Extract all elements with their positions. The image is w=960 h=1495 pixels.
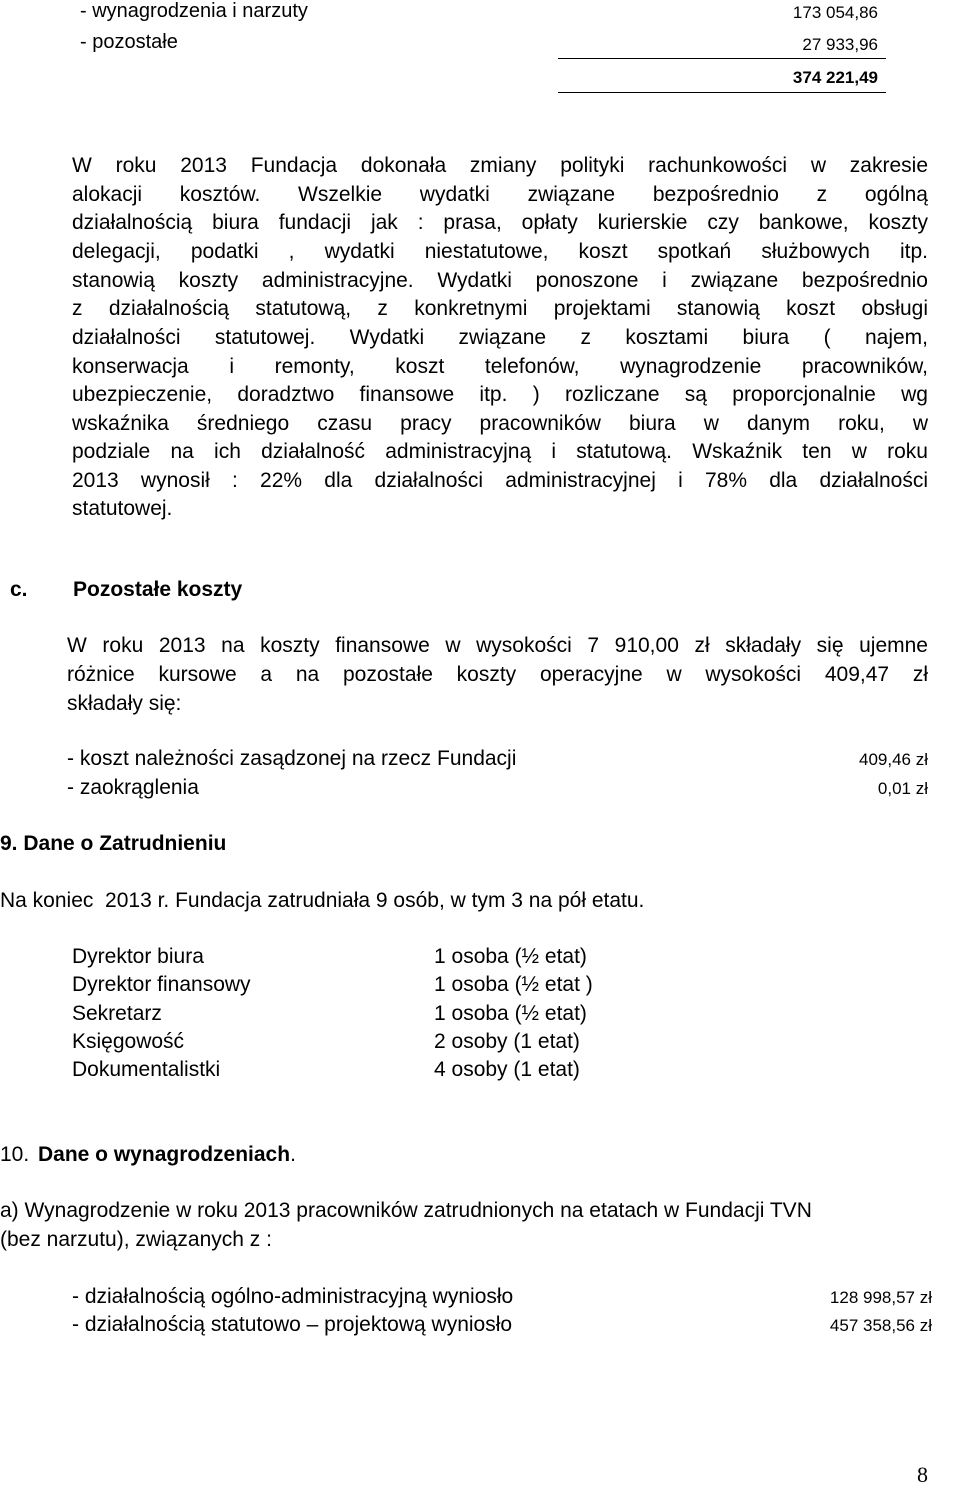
section-10-heading [38, 1140, 296, 1169]
staff-count-5: 4 osoby (1 etat) [434, 1058, 580, 1081]
policy-line-10: wskaźnika średniego czasu pracy pracowników biura w danym roku, w [72, 412, 928, 435]
section-c-line-2: różnice kursowe a na pozostałe koszty operacyjne w wysokości 409,47 zł [67, 663, 928, 686]
cost-item-label-2: - zaokrąglenia [67, 776, 199, 799]
policy-line-2: alokacji kosztów. Wszelkie wydatki związane bezpośrednio z ogólną [72, 183, 928, 206]
cost-item-value-1: 409,46 zł [859, 750, 928, 769]
summary-total: 374 221,49 [792, 68, 878, 87]
summary-rule-1 [558, 58, 886, 59]
employment-intro: Na koniec 2013 r. Fundacja zatrudniała 9 osób, w tym 3 na pół etatu. [0, 889, 645, 912]
policy-line-9: ubezpieczenie, doradztwo finansowe itp. ) rozliczane są proporcjonalnie wg [72, 383, 928, 406]
staff-count-1: 1 osoba (½ etat) [434, 945, 587, 968]
salary-item-label-2: - działalnością statutowo – projektową wyniosło [72, 1313, 513, 1336]
page-number: 8 [917, 1462, 928, 1487]
section-c-line-1: W roku 2013 na koszty finansowe w wysokości 7 910,00 zł składały się ujemne [67, 634, 928, 657]
staff-count-2: 1 osoba (½ etat ) [434, 973, 593, 996]
policy-line-7: działalności statutowej. Wydatki związane z kosztami biura ( najem, [72, 326, 928, 349]
summary-label-1: - wynagrodzenia i narzuty [80, 0, 308, 22]
policy-line-13: statutowej. [72, 497, 173, 520]
summary-rule-2 [558, 92, 886, 93]
salary-item-label-1: - działalnością ogólno-administracyjną wyniosło [72, 1285, 514, 1308]
policy-line-1: W roku 2013 Fundacja dokonała zmiany polityki rachunkowości w zakresie [72, 154, 928, 177]
staff-role-2: Dyrektor finansowy [72, 973, 251, 996]
section-10-title: Dane o wynagrodzeniach [38, 1143, 291, 1166]
salary-item-value-1: 128 998,57 zł [829, 1288, 932, 1307]
policy-line-12: 2013 wynosił : 22% dla działalności administracyjnej i 78% dla działalności [72, 469, 928, 492]
policy-line-5: stanowią koszty administracyjne. Wydatki ponoszone i związane bezpośrednio [72, 269, 928, 292]
section-c-marker: c. [10, 578, 28, 601]
policy-line-4: delegacji, podatki , wydatki niestatutowe, koszt spotkań służbowych itp. [72, 240, 928, 263]
cost-item-value-2: 0,01 zł [877, 779, 928, 798]
staff-count-4: 2 osoby (1 etat) [434, 1030, 580, 1053]
section-c-title: Pozostałe koszty [73, 578, 243, 601]
staff-count-3: 1 osoba (½ etat) [434, 1002, 587, 1025]
cost-item-label-1: - koszt należności zasądzonej na rzecz Fundacji [67, 747, 517, 770]
policy-line-11: podziale na ich działalność administracyjną i statutową. Wskaźnik ten w roku [72, 440, 928, 463]
section-10-number: 10. [0, 1143, 30, 1166]
section-10-title-suffix: . [290, 1143, 296, 1166]
salary-para-line-2: (bez narzutu), związanych z : [0, 1228, 272, 1251]
summary-value-1: 173 054,86 [792, 3, 878, 22]
section-c-line-3: składały się: [67, 692, 182, 715]
policy-line-8: konserwacja i remonty, koszt telefonów, wynagrodzenie pracowników, [72, 355, 928, 378]
policy-line-3: działalnością biura fundacji jak : prasa, opłaty kurierskie czy bankowe, koszty [72, 211, 928, 234]
staff-role-3: Sekretarz [72, 1002, 162, 1025]
staff-role-1: Dyrektor biura [72, 945, 204, 968]
salary-para-line-1: a) Wynagrodzenie w roku 2013 pracowników zatrudnionych na etatach w Fundacji TVN [0, 1199, 812, 1222]
staff-role-4: Księgowość [72, 1030, 185, 1053]
summary-value-2: 27 933,96 [802, 35, 878, 54]
summary-label-2: - pozostałe [80, 31, 178, 53]
policy-line-6: z działalnością statutową, z konkretnymi projektami stanowią koszt obsługi [72, 297, 928, 320]
salary-item-value-2: 457 358,56 zł [829, 1316, 932, 1335]
staff-role-5: Dokumentalistki [72, 1058, 221, 1081]
section-9-heading: 9. Dane o Zatrudnieniu [0, 832, 227, 855]
